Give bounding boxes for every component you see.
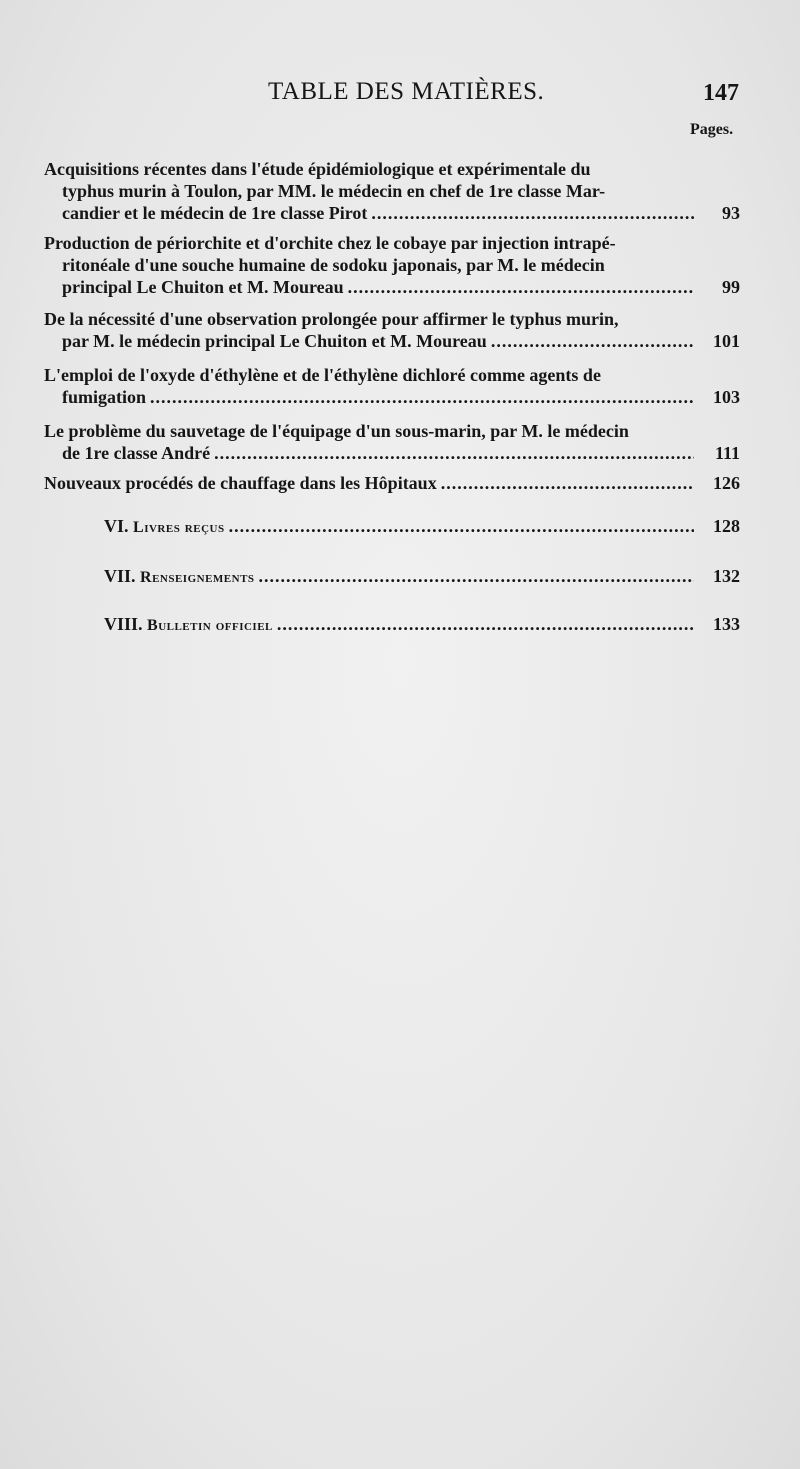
page-number: 147 [703,80,739,106]
toc-entry-line: Nouveaux procédés de chauffage dans les Hôpitaux [44,473,437,493]
section-numeral: VIII. [104,614,143,634]
toc-entry-line: L'emploi de l'oxyde d'éthylène et de l'éthylène dichloré comme agents de [44,365,601,385]
toc-page-number: 99 [722,277,740,297]
toc-page-number: 93 [722,203,740,223]
toc-section [104,516,740,540]
toc-entry [44,364,740,408]
toc-entry-line: Production de périorchite et d'orchite chez le cobaye par injection intrapé- [44,233,616,253]
leader-dots [371,202,694,224]
toc-entry-last-line [44,442,740,464]
toc-entry [44,232,740,298]
toc-entry-line: fumigation [62,387,147,407]
toc-entry-line: Le problème du sauvetage de l'équipage d'un sous-marin, par M. le médecin [44,421,629,441]
leader-dots [229,516,694,537]
leader-dots [441,472,694,494]
toc-entry [44,308,740,352]
toc-entry-line: Acquisitions récentes dans l'étude épidémiologique et expérimentale du [44,159,591,179]
section-numeral: VI. [104,516,129,536]
toc-entry [44,158,740,224]
toc-entry-line: de 1re classe André [62,443,211,463]
toc-entry-last-line [44,386,740,408]
toc-entry-line: candier et le médecin de 1re classe Pirot [62,203,368,223]
toc-page-number: 101 [713,331,740,351]
toc-page-number: 126 [713,473,740,493]
toc-entry-line: ritonéale d'une souche humaine de sodoku japonais, par M. le médecin [62,255,605,275]
toc-entry-last-line [44,330,740,352]
leader-dots [491,330,694,352]
section-title: Bulletin officiel [147,617,273,634]
toc-entry [44,420,740,464]
toc-entry-line: principal Le Chuiton et M. Moureau [62,277,344,297]
toc-entry-last-line [44,472,740,494]
toc-page-number: 103 [713,387,740,407]
section-numeral: VII. [104,566,136,586]
toc-entry-line: par M. le médecin principal Le Chuiton et M. Moureau [62,331,487,351]
leader-dots [259,566,694,587]
leader-dots [150,386,694,408]
toc-entry-line: typhus murin à Toulon, par MM. le médecin en chef de 1re classe Mar- [62,181,606,201]
leader-dots [277,614,694,635]
leader-dots [348,276,694,298]
section-title: Livres reçus [133,519,225,536]
toc-entry-last-line [44,202,740,224]
toc-page-number: 128 [713,516,740,536]
toc-entry-line: De la nécessité d'une observation prolongée pour affirmer le typhus murin, [44,309,619,329]
toc-section [104,614,740,638]
pages-column-label: Pages. [690,121,734,138]
toc-page-number: 133 [713,614,740,634]
toc-entry [44,472,740,494]
section-title: Renseignements [140,569,255,586]
toc-page-number: 111 [714,443,740,463]
toc-page-number: 132 [713,566,740,586]
leader-dots [214,442,694,464]
toc-entry-last-line [44,276,740,298]
toc-section [104,566,740,590]
page-header-title: TABLE DES MATIÈRES. [268,78,545,105]
